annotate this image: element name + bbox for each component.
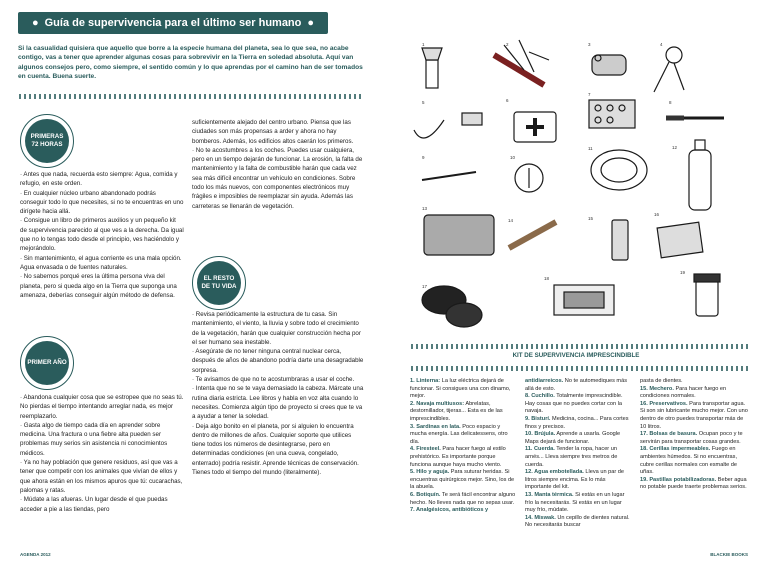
column-2-top bbox=[192, 118, 364, 211]
page-title bbox=[18, 12, 328, 34]
ornament-divider bbox=[410, 344, 750, 349]
kit-column-3 bbox=[640, 378, 750, 492]
item-number: 2 bbox=[506, 42, 509, 47]
tip: · Abandona cualquier cosa que se estropee que no seas tú. No pierdas el tiempo intentando arreglar nada, es mejor reemplazarlo. bbox=[20, 394, 184, 420]
item-number: 5 bbox=[422, 100, 425, 105]
title-text: Guía de supervivencia para el último ser humano bbox=[44, 17, 302, 29]
tip: · Te avisamos de que no te acostumbraras a usar el coche. bbox=[192, 376, 355, 384]
badge-first-year bbox=[20, 336, 74, 390]
tip: · Consigue un libro de primeros auxilios y un pequeño kit de supervivencia parecido al que ves a la derecha. Da igual que no lo tengas todo desde el principio, ves haciéndolo y mejorándolo. bbox=[20, 217, 184, 253]
badge-label: PRIMER AÑO bbox=[25, 341, 69, 385]
kit-item: 2. Navaja multiusos: Abrelatas, destornillador, tijeras... Esta es de las imprescindibles. bbox=[410, 400, 503, 422]
thermal-blanket-icon bbox=[424, 215, 494, 255]
intro-paragraph: Si la casualidad quisiera que aquello que borre a la especie humana del planeta, sea lo que sea, no acabe contigo, vas a tener que aprender algunas cosas para sobrevivir en la Tierra en soledad absoluta. Aquí van algunos consejos pero, como siempre, el sentido común y lo que aprendas por el camino han de ser tomados en cuenta. Buena suerte. bbox=[18, 45, 363, 81]
scalpel-icon bbox=[422, 172, 476, 180]
sardine-tin-icon bbox=[592, 55, 626, 75]
condom-packet-icon bbox=[657, 222, 703, 258]
item-number: 11 bbox=[588, 146, 593, 151]
item-number: 4 bbox=[660, 42, 663, 47]
kit-item: 5. Hilo y aguja. Para suturar heridas. Si encuentras quirúrgicos mejor. Sino, los de la abuela. bbox=[410, 469, 515, 491]
pills-icon bbox=[589, 100, 635, 128]
tip: · Múdate a las afueras. Un lugar desde el que puedas acceder a pie a las tiendas, pero bbox=[20, 496, 168, 513]
right-page bbox=[384, 0, 768, 575]
kit-item: 4. Firesteel. Para hacer fuego al estilo prehistórico. Es importante porque funciona aunque haya mucho viento. bbox=[410, 446, 506, 468]
badge-rest-of-life bbox=[192, 256, 246, 310]
item-number: 1 bbox=[422, 42, 425, 47]
bullet-icon: ● bbox=[307, 17, 315, 29]
compass-icon bbox=[515, 164, 543, 192]
tip: · Antes que nada, recuerda esto siempre: Agua, comida y refugio, en este orden. bbox=[20, 171, 178, 188]
tip: · Asegúrate de no tener ninguna central nuclear cerca, después de años de abandono podría darte una desagradable sorpresa. bbox=[192, 348, 364, 374]
item-number: 15 bbox=[588, 216, 594, 221]
item-number: 19 bbox=[680, 270, 686, 275]
kit-item: 1. Linterna: La luz eléctrica dejará de funcionar. Si consigues una con dinamo, mejor. bbox=[410, 378, 511, 400]
kit-item: 6. Botiquín. Te será fácil encontrar alguno hecho. No lleves nada que no sepas usar. bbox=[410, 491, 516, 506]
tip: · No sabemos porqué eres la última persona viva del planeta, pero si queda algo en la Tierra que suponga una amenaza, deberías conseguir algún método de defensa. bbox=[20, 273, 177, 299]
flashlight-icon bbox=[422, 48, 442, 88]
item-number: 14 bbox=[508, 218, 514, 223]
tip: · No te acostumbres a los coches. Puedes usar cualquiera, pero en un tiempo dejarán de funcionar. La erosión, la falta de mantenimiento y la falta de combustible harán que cada vez sea más difícil encontrar un vehículo en condiciones. Sobre todo los más nuevos, con componentes electrónicos muy frágiles e imposibles de reemplazar sin ayuda. Además las carreteras se llenarán de vegetación. bbox=[192, 146, 363, 210]
tip: · Gasta algo de tiempo cada día en aprender sobre medicina. Una fractura o una fiebre alta pueden ser problemas muy serios sin asistencia ni conocimientos médicos. bbox=[20, 421, 168, 457]
kit-item: 8. Cuchillo. Totalmente imprescindible. Hay cosas que no puedes cortar con la navaja. bbox=[525, 393, 623, 415]
column-1-bottom bbox=[20, 393, 184, 514]
kit-item: 16. Preservativos. Para transportar agua. Si son sin lubricante mucho mejor. Con uno dentro de otro puedes transportar más de 10 litros. bbox=[640, 400, 748, 430]
footer-right: BLACKIE BOOKS bbox=[710, 552, 748, 557]
item-number: 12 bbox=[672, 145, 678, 150]
kit-item: 13. Manta térmica. Si estás en un lugar frío la necesitarás. Si estás en un lugar muy frío, múdate. bbox=[525, 491, 625, 514]
kit-item: 11. Cuerda. Tender la ropa, hacer un arnés... Lleva siempre tres metros de cuerda. bbox=[525, 446, 618, 468]
item-number: 13 bbox=[422, 206, 428, 211]
item-number: 3 bbox=[588, 42, 591, 47]
kit-item: 7. Analgésicos, antibióticos y bbox=[410, 507, 489, 514]
tip: · Ya no hay población que genere residuos, así que vas a tener que competir con los animales que vivían de ellos y que ahora están en los mismos apuros que tú: cucarachas, palomas y ratas. bbox=[20, 459, 183, 494]
kit-item: antidiarreicos. No te automediques más allá de esto. bbox=[525, 378, 627, 392]
kit-item: 9. Bisturí. Medicina, cocina... Para cortes finos y precisos. bbox=[525, 415, 629, 430]
column-2-bottom bbox=[192, 310, 364, 477]
matches-icon bbox=[554, 285, 614, 315]
first-aid-kit-icon bbox=[514, 112, 556, 142]
item-number: 8 bbox=[669, 100, 672, 105]
ornament-divider bbox=[18, 94, 363, 99]
column-1-top bbox=[20, 170, 184, 300]
ornament-divider bbox=[410, 366, 750, 371]
bullet-icon: ● bbox=[31, 17, 39, 29]
kit-item: 12. Agua embotellada. Lleva un par de litros siempre encima. Es lo más importante del kit. bbox=[525, 469, 624, 491]
kit-item: 18. Cerillas impermeables. Fuego en ambientes húmedos. Si no encuentras, cubre cerillas normales con esmalte de uñas. bbox=[640, 446, 738, 476]
garbage-bags-icon bbox=[422, 286, 482, 327]
kit-item: 10. Brújula. Aprende a usarla. Google Maps dejará de funcionar. bbox=[525, 431, 621, 445]
item-number: 6 bbox=[506, 98, 509, 103]
kit-item: 19. Pastillas potabilizadoras. Beber agua no potable puede traerte problemas serios. bbox=[640, 476, 747, 491]
item-number: 18 bbox=[544, 276, 550, 281]
rope-icon bbox=[591, 150, 647, 190]
item-number: 16 bbox=[654, 212, 660, 217]
kit-item: 3. Sardinas en lata. Poco espacio y mucha energía. Las delicatessens, otro día. bbox=[410, 423, 508, 445]
kit-title: KIT DE SUPERVIVENCIA IMPRESCINDIBLE bbox=[512, 352, 640, 359]
firesteel-icon bbox=[654, 47, 684, 92]
item-number: 7 bbox=[588, 92, 591, 97]
badge-first-72-hours bbox=[20, 114, 74, 168]
tip: · En cualquier núcleo urbano abandonado podrás conseguir todo lo que necesites, si no te encuentras en uno dirígete hacia allá. bbox=[20, 189, 184, 216]
kit-item: 14. Miswak. Un cepillo de dientes natural. No necesitarás buscar bbox=[525, 514, 630, 529]
kit-item: 17. Bolsas de basura. Ocupan poco y te servirán para transportar cosas grandes. bbox=[640, 431, 743, 445]
miswak-icon bbox=[509, 222, 556, 248]
kit-item: 15. Mechero. Para hacer fuego en condiciones normales. bbox=[640, 385, 727, 400]
needle-thread-icon bbox=[414, 113, 482, 138]
lighter-icon bbox=[612, 220, 628, 260]
item-number: 9 bbox=[422, 155, 425, 160]
purification-tablets-icon bbox=[694, 274, 720, 316]
kit-column-2 bbox=[525, 378, 633, 530]
kit-item: pasta de dientes. bbox=[640, 378, 683, 384]
kit-column-1 bbox=[410, 378, 518, 515]
badge-label: EL RESTO DE TU VIDA bbox=[197, 261, 241, 305]
tip: · Intenta que no se te vaya demasiado la cabeza. Márcate una rutina diaria estricta. Lee libros y habla en voz alta cuando lo necesites. Comienza algún tipo de proyecto si crees que te va a ayudar a tener la soledad. bbox=[192, 385, 364, 421]
item-number: 17 bbox=[422, 284, 428, 289]
tip: · Revisa periódicamente la estructura de tu casa. Sin mantenimiento, el viento, la lluvia y sobre todo el crecimiento de la vegetación, harán que cualquier construcción hecha por el ser humano sea inestable. bbox=[192, 311, 361, 346]
water-bottle-icon bbox=[689, 140, 711, 210]
multitool-icon bbox=[494, 40, 549, 85]
footer-left: AGENDA 2012 bbox=[20, 552, 51, 557]
tip: · Deja algo bonito en el planeta, por si alguien lo encuentra dentro de millones de años. Cualquier soporte que utilices tiene todos los números de desintegrarse, pero en determinadas condiciones (en una cueva, congelado, enterrado) podría resistir. Aprende técnicas de conservación. Tienes todo el tiempo del mundo (literalmente). bbox=[192, 422, 359, 477]
kit-illustrations bbox=[384, 0, 768, 340]
item-number: 10 bbox=[510, 155, 516, 160]
tip: · Sin mantenimiento, el agua corriente es una mala opción. Agua envasada o de fuentes naturales. bbox=[20, 254, 182, 271]
badge-label: PRIMERAS 72 HORAS bbox=[25, 119, 69, 163]
tip: suficientemente alejado del centro urbano. Piensa que las ciudades son más propensas a arder y ahora no hay bomberos. Además, los edificios altos caerán los primeros. bbox=[192, 119, 354, 145]
